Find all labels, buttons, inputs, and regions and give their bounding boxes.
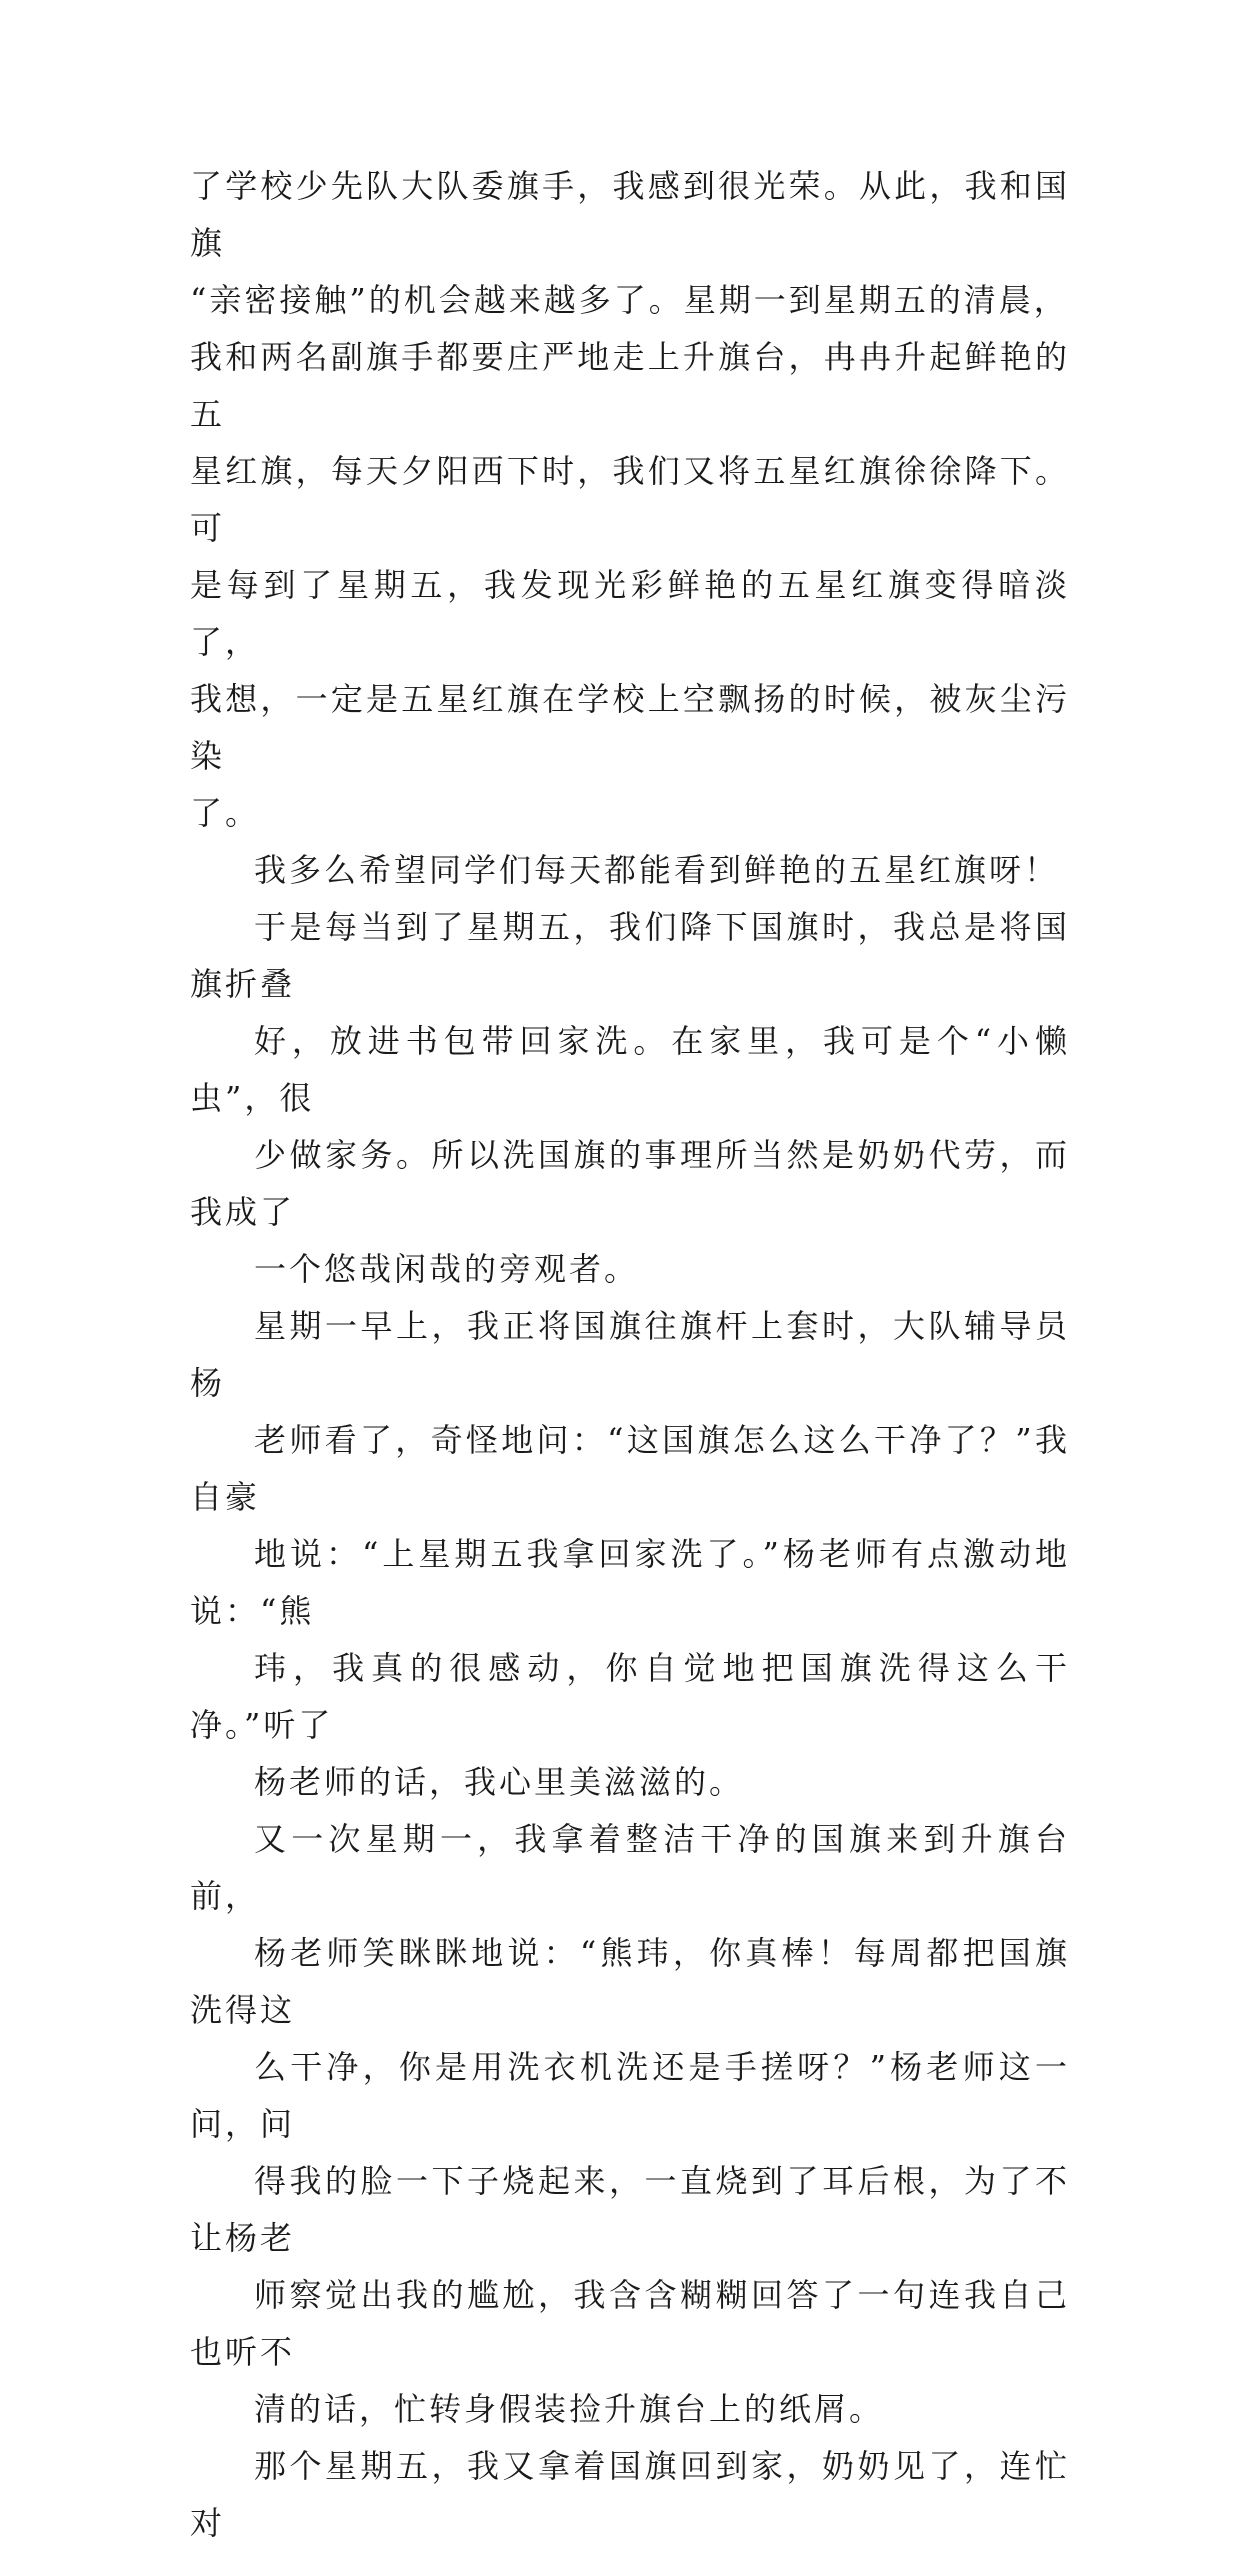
paragraph [190,1298,1070,1811]
text-line: 杨老师的话，我心里美滋滋的。 [254,1763,745,1801]
text-line: 么干净，你是用洗衣机洗还是手搓呀？”杨老师这一问，问 [190,2048,1070,2143]
text-line: 了。 [190,794,261,832]
text-line: 地说：“上星期五我拿回家洗了。”杨老师有点激动地说：“熊 [190,1535,1070,1630]
text-line: 我和两名副旗手都要庄严地走上升旗台，冉冉升起鲜艳的五 [190,338,1070,433]
paragraph [190,2438,1070,2552]
paragraph [190,842,1070,1298]
paragraph [190,1811,1070,2438]
text-line: 得我的脸一下子烧起来，一直烧到了耳后根，为了不让杨老 [190,2162,1070,2257]
text-line: 一个悠哉闲哉的旁观者。 [254,1250,640,1288]
text-line: 星期一早上，我正将国旗往旗杆上套时，大队辅导员杨 [190,1307,1070,1402]
text-line: “亲密接触”的机会越来越多了。星期一到星期五的清晨， [190,281,1069,319]
text-line: 那个星期五，我又拿着国旗回到家，奶奶见了，连忙对 [190,2447,1070,2542]
text-line: 好，放进书包带回家洗。在家里，我可是个“小懒虫”，很 [190,1022,1070,1117]
text-line: 于是每当到了星期五，我们降下国旗时，我总是将国旗折叠 [190,908,1070,1003]
text-line: 师察觉出我的尴尬，我含含糊糊回答了一句连我自己也听不 [190,2276,1070,2371]
text-line: 了学校少先队大队委旗手，我感到很光荣。从此，我和国旗 [190,167,1070,262]
text-line: 玮，我真的很感动，你自觉地把国旗洗得这么干净。”听了 [190,1649,1070,1744]
text-line: 老师看了，奇怪地问：“这国旗怎么这么干净了？”我自豪 [190,1421,1070,1516]
paragraph [190,158,1070,842]
text-line: 是每到了星期五，我发现光彩鲜艳的五星红旗变得暗淡了， [190,566,1070,661]
text-line: 又一次星期一，我拿着整洁干净的国旗来到升旗台前， [190,1820,1070,1915]
text-line: 星红旗，每天夕阳西下时，我们又将五星红旗徐徐降下。可 [190,452,1070,547]
document-body [190,158,1070,2552]
text-line: 我多么希望同学们每天都能看到鲜艳的五星红旗呀！ [254,851,1060,889]
text-line: 少做家务。所以洗国旗的事理所当然是奶奶代劳，而我成了 [190,1136,1070,1231]
text-line: 我想，一定是五星红旗在学校上空飘扬的时候，被灰尘污染 [190,680,1070,775]
text-line: 杨老师笑眯眯地说：“熊玮，你真棒！每周都把国旗洗得这 [190,1934,1070,2029]
text-line: 清的话，忙转身假装捡升旗台上的纸屑。 [254,2390,885,2428]
